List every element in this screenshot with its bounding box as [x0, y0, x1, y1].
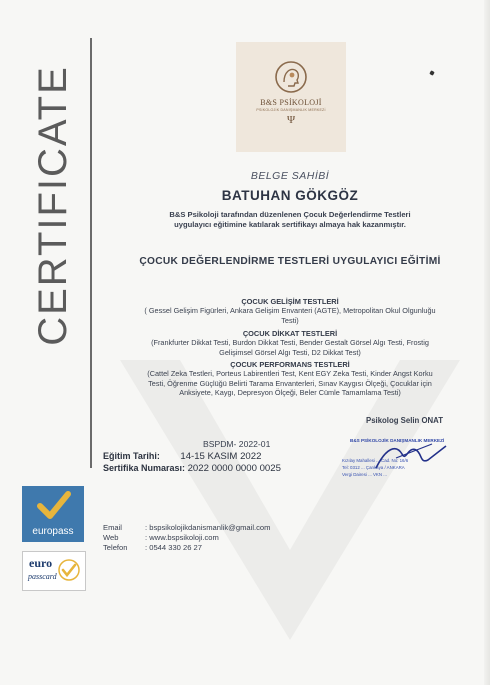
intro-text: B&S Psikoloji tarafından düzenlenen Çocuk Değerlendirme Testleri uygulayıcı eğitimine katılarak sertifikayı almaya hak kazanmıştır. — [169, 210, 411, 229]
official-stamp: B&S PSİKOLOJİK DANIŞMANLIK MERKEZİ Kızılay Mahallesi ... Cad. No: 16/6 Tel: 0312 ... Çankaya / ANKARA Vergi Dairesi ... VKN ... — [336, 438, 462, 478]
training-date-value: 14-15 KASIM 2022 — [180, 451, 262, 462]
program-title: ÇOCUK DEĞERLENDİRME TESTLERİ UYGULAYICI EĞİTİMİ — [139, 256, 441, 267]
section-body: (Cattel Zeka Testleri, Porteus Labirentleri Test, Kent EGY Zeka Testi, Kinder Angst Korku Testi, Öğrenme Güçlüğü Belirti Tarama Envanterleri, Sınav Kaygısı Ölçeği, Çocuklar için Anksiyete, Kaygı, Depresyon Ölçeği, Beler Cümle Tamamlama Testi) — [147, 369, 433, 398]
training-date-row — [103, 451, 261, 462]
small-mark — [429, 70, 434, 75]
certificate-vertical-title: CERTIFICATE — [30, 64, 75, 346]
section-performance — [100, 360, 480, 398]
certificate-number-row — [103, 463, 281, 474]
section-body: ( Gessel Gelişim Figürleri, Ankara Gelişim Envanteri (AGTE), Metropolitan Okul Olgunluğu Testi) — [144, 306, 436, 325]
logo-name: B&S PSİKOLOJİ — [260, 98, 322, 107]
vertical-divider — [90, 38, 92, 468]
section-attention — [100, 329, 480, 357]
section-title: ÇOCUK GELİŞİM TESTLERİ — [241, 297, 339, 306]
section-development — [100, 297, 480, 325]
bs-psikoloji-logo — [236, 42, 346, 152]
contact-phone: Telefon : 0544 330 26 27 — [103, 542, 203, 552]
checkmark-icon — [22, 486, 84, 526]
logo-subtitle: PSİKOLOJİK DANIŞMANLIK MERKEZİ — [256, 108, 326, 112]
contact-email: Email : bspsikolojikdanismanlik@gmail.com — [103, 523, 271, 532]
section-title: ÇOCUK PERFORMANS TESTLERİ — [230, 360, 350, 369]
section-body: (Frankfurter Dikkat Testi, Burdon Dikkat Testi, Bender Gestalt Görsel Algı Testi, Frostig Gelişimsel Görsel Algı Testi, D2 Dikkat Test) — [151, 338, 429, 357]
certificate-number-value: 2022 0000 0000 0025 — [187, 463, 281, 474]
contact-info — [103, 523, 270, 552]
psychologist-name: Psikolog Selin ONAT — [366, 416, 443, 425]
section-title: ÇOCUK DİKKAT TESTLERİ — [242, 329, 338, 338]
psi-symbol: Ψ — [286, 114, 296, 126]
euro-passcard-badge: euro passcard — [22, 551, 86, 591]
checkmark-icon — [57, 558, 81, 582]
certificate-code: BSPDM- 2022-01 — [203, 439, 271, 449]
training-date-label: Eğitim Tarihi: — [103, 451, 160, 461]
head-profile-icon — [274, 60, 308, 94]
holder-name: BATUHAN GÖKGÖZ — [221, 188, 359, 203]
europass-badge: europass — [22, 486, 84, 542]
document-holder-label: BELGE SAHİBİ — [250, 170, 330, 182]
certificate-number-label: Sertifika Numarası: — [103, 463, 186, 473]
contact-web: Web : www.bspsikoloji.com — [103, 532, 219, 542]
page-edge-shadow — [484, 0, 490, 685]
